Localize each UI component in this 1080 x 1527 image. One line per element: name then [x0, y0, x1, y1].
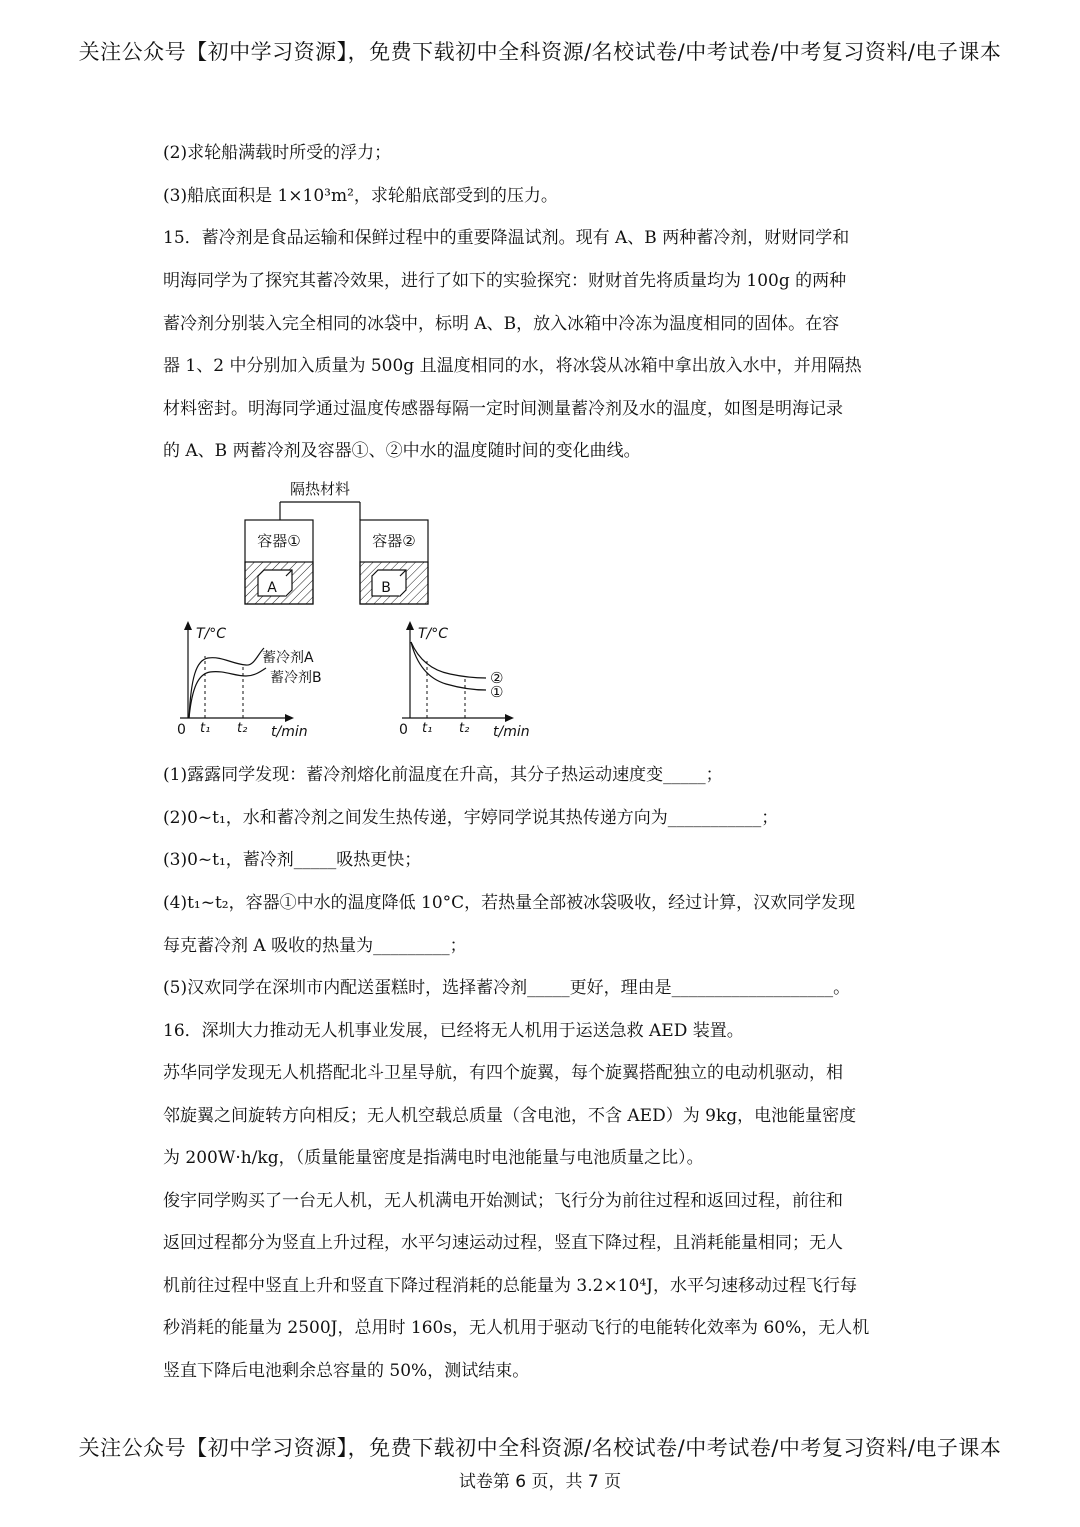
block-a — [258, 570, 292, 596]
insulation-connector — [280, 502, 360, 520]
question-14-part-2: (2)求轮船满载时所受的浮力； — [163, 143, 392, 163]
question-15-part-3: (3)0~t₁，蓄冷剂_____吸热更快； — [163, 850, 422, 870]
left-graph — [177, 621, 322, 740]
curve-1 — [411, 642, 486, 690]
question-15-line-1: 15．蓄冷剂是食品运输和保鲜过程中的重要降温试剂。现有 A、B 两种蓄冷剂，财财同学和 — [163, 228, 850, 248]
container-2-label: 容器② — [372, 532, 416, 550]
block-b — [372, 570, 406, 596]
right-graph-t2: t₂ — [459, 721, 470, 736]
question-16-line-9: 竖直下降后电池剩余总容量的 50%，测试结束。 — [163, 1361, 530, 1381]
question-16-line-2: 苏华同学发现无人机搭配北斗卫星导航，有四个旋翼，每个旋翼搭配独立的电动机驱动，相 — [163, 1063, 843, 1083]
question-16-line-4: 为 200W·h/kg，（质量能量密度是指满电时电池能量与电池质量之比）。 — [163, 1148, 704, 1168]
question-16-line-6: 返回过程都分为竖直上升过程，水平匀速运动过程，竖直下降过程，且消耗能量相同；无人 — [163, 1233, 843, 1253]
question-14-part-3: (3)船底面积是 1×10³m²，求轮船底部受到的压力。 — [163, 186, 558, 206]
question-15-part-5: (5)汉欢同学在深圳市内配送蛋糕时，选择蓄冷剂_____更好，理由是___________________。 — [163, 978, 851, 998]
container-1-label: 容器① — [257, 532, 301, 550]
question-15-line-6: 的 A、B 两蓄冷剂及容器①、②中水的温度随时间的变化曲线。 — [163, 441, 641, 461]
question-16-line-7: 机前往过程中竖直上升和竖直下降过程消耗的总能量为 3.2×10⁴J，水平匀速移动过程飞行每 — [163, 1276, 857, 1296]
experiment-figure — [160, 478, 560, 750]
container-2 — [360, 520, 428, 604]
left-graph-t1: t₁ — [200, 721, 211, 736]
top-banner: 关注公众号【初中学习资源】，免费下载初中全科资源/名校试卷/中考试卷/中考复习资料/电子课本 — [78, 40, 1002, 64]
question-15-line-3: 蓄冷剂分别装入完全相同的冰袋中，标明 A、B，放入冰箱中冷冻为温度相同的固体。在容 — [163, 314, 840, 334]
bottom-banner: 关注公众号【初中学习资源】，免费下载初中全科资源/名校试卷/中考试卷/中考复习资料/电子课本 — [78, 1436, 1002, 1460]
right-graph — [399, 621, 530, 740]
question-15-line-4: 器 1、2 中分别加入质量为 500g 且温度相同的水，将冰袋从冰箱中拿出放入水中，并用隔热 — [163, 356, 862, 376]
question-16-line-8: 秒消耗的能量为 2500J，总用时 160s，无人机用于驱动飞行的电能转化效率为 60%，无人机 — [163, 1318, 870, 1338]
left-graph-t2: t₂ — [237, 721, 248, 736]
question-15-part-4-line-1: (4)t₁~t₂，容器①中水的温度降低 10°C，若热量全部被冰袋吸收，经过计算，汉欢同学发现 — [163, 893, 856, 913]
left-graph-origin: 0 — [177, 722, 186, 738]
question-16-intro: 16．深圳大力推动无人机事业发展，已经将无人机用于运送急救 AED 装置。 — [163, 1021, 744, 1041]
curve-2 — [411, 642, 486, 678]
question-15-part-1: (1)露露同学发现：蓄冷剂熔化前温度在升高，其分子热运动速度变_____； — [163, 765, 723, 785]
left-graph-x-label: t/min — [271, 724, 308, 740]
curve-a-label: 蓄冷剂A — [262, 650, 314, 666]
question-16-line-5: 俊宇同学购买了一台无人机，无人机满电开始测试；飞行分为前往过程和返回过程，前往和 — [163, 1191, 843, 1211]
block-a-label: A — [267, 580, 277, 596]
question-15-line-2: 明海同学为了探究其蓄冷效果，进行了如下的实验探究：财财首先将质量均为 100g 的两种 — [163, 271, 847, 291]
right-graph-origin: 0 — [399, 722, 408, 738]
question-15-part-2: (2)0~t₁，水和蓄冷剂之间发生热传递，宇婷同学说其热传递方向为___________； — [163, 808, 779, 828]
insulation-label: 隔热材料 — [289, 480, 351, 498]
question-16-line-3: 邻旋翼之间旋转方向相反；无人机空载总质量（含电池，不含 AED）为 9kg，电池能量密度 — [163, 1106, 857, 1126]
curve-2-label: ② — [490, 669, 504, 687]
right-graph-y-label: T/°C — [418, 626, 449, 642]
question-15-part-4-line-2: 每克蓄冷剂 A 吸收的热量为_________； — [163, 936, 467, 956]
curve-a — [189, 648, 264, 718]
curve-b-label: 蓄冷剂B — [270, 670, 322, 686]
page-footer: 试卷第 6 页，共 7 页 — [458, 1472, 622, 1492]
container-1 — [245, 520, 313, 604]
right-graph-t1: t₁ — [422, 721, 433, 736]
left-graph-y-label: T/°C — [196, 626, 227, 642]
curve-b — [189, 668, 266, 718]
question-15-line-5: 材料密封。明海同学通过温度传感器每隔一定时间测量蓄冷剂及水的温度，如图是明海记录 — [163, 399, 843, 419]
curve-1-label: ① — [490, 683, 504, 701]
right-graph-x-label: t/min — [493, 724, 530, 740]
block-b-label: B — [381, 580, 391, 596]
